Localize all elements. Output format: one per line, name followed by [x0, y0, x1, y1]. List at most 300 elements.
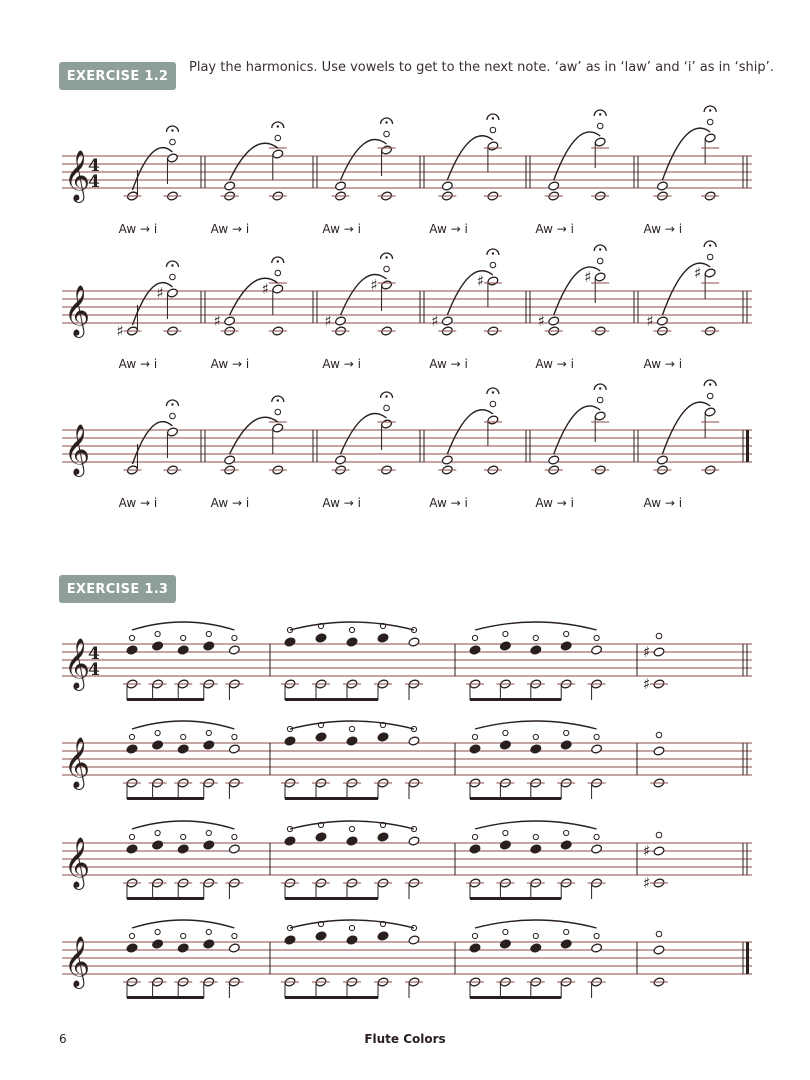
quarter-notehead — [469, 645, 481, 655]
quarter-notehead — [377, 931, 389, 941]
quarter-notehead — [177, 844, 189, 854]
quarter-notehead — [126, 943, 138, 953]
half-notehead — [167, 427, 179, 437]
lyric-arrow: → — [231, 222, 246, 236]
quarter-notehead — [530, 744, 542, 754]
lyric-arrow: → — [140, 357, 154, 371]
beam — [285, 797, 378, 800]
sharp-icon: ♯ — [370, 276, 378, 294]
harmonic-circle-icon — [181, 734, 186, 739]
sharp-icon: ♯ — [643, 874, 651, 892]
slur — [341, 414, 387, 455]
lyric-from: Aw — [210, 496, 232, 510]
treble-clef-icon: 𝄞 — [64, 837, 91, 888]
quarter-notehead — [203, 939, 215, 949]
harmonic-circle-icon — [564, 631, 569, 636]
quarter-notehead — [315, 832, 327, 842]
exercise-1-3-staff — [62, 920, 752, 999]
half-notehead — [591, 844, 603, 854]
lyric — [211, 496, 250, 510]
treble-clef-icon: 𝄞 — [64, 737, 91, 788]
lyric-to: i — [357, 357, 361, 371]
quarter-notehead — [530, 645, 542, 655]
quarter-notehead — [315, 732, 327, 742]
lyric-to: i — [570, 357, 574, 371]
half-notehead — [408, 637, 420, 647]
beam — [127, 897, 204, 900]
harmonic-circle-icon — [707, 119, 713, 125]
slur — [132, 721, 234, 729]
fermata-dot — [599, 387, 601, 389]
fermata-dot — [709, 244, 711, 246]
sharp-icon: ♯ — [643, 643, 651, 661]
harmonic-circle-icon — [533, 834, 538, 839]
harmonic-circle-icon — [170, 139, 176, 145]
lyric — [119, 222, 158, 236]
fermata-dot — [492, 391, 494, 393]
fermata-dot — [492, 252, 494, 254]
quarter-notehead — [377, 633, 389, 643]
half-notehead — [381, 280, 393, 290]
half-notehead — [408, 736, 420, 746]
harmonic-circle-icon — [206, 730, 211, 735]
quarter-notehead — [203, 641, 215, 651]
lyric-to: i — [245, 222, 250, 236]
sharp-icon: ♯ — [584, 268, 592, 286]
half-notehead — [381, 419, 393, 429]
slur — [132, 821, 234, 829]
harmonic-circle-icon — [232, 734, 237, 739]
slur — [341, 140, 387, 181]
quarter-notehead — [126, 645, 138, 655]
lyric-to: i — [153, 357, 158, 371]
treble-clef-icon: 𝄞 — [64, 936, 91, 987]
slur — [230, 417, 278, 454]
quarter-notehead — [499, 641, 511, 651]
lyric — [119, 496, 158, 510]
lyric-arrow: → — [231, 357, 246, 371]
slur — [132, 148, 172, 190]
lyric — [535, 357, 574, 371]
harmonic-circle-icon — [656, 633, 662, 639]
harmonic-circle-icon — [564, 830, 569, 835]
quarter-notehead — [284, 637, 296, 647]
slur — [475, 821, 597, 829]
half-notehead — [487, 141, 499, 151]
lyric — [211, 357, 250, 371]
quarter-notehead — [203, 740, 215, 750]
lyric-from: Aw — [429, 222, 451, 236]
harmonic-circle-icon — [206, 929, 211, 934]
slur — [132, 283, 172, 325]
beam — [470, 897, 561, 900]
half-notehead — [487, 276, 499, 286]
fermata-dot — [171, 264, 173, 266]
half-notehead — [167, 288, 179, 298]
lyric — [429, 357, 468, 371]
quarter-notehead — [152, 939, 164, 949]
quarter-notehead — [284, 935, 296, 945]
harmonic-circle-icon — [472, 933, 477, 938]
time-signature-top: 4 — [88, 644, 100, 664]
lyric-from: Aw — [643, 222, 665, 236]
slur — [132, 920, 234, 928]
fermata-dot — [385, 395, 387, 397]
exercise-1-3-staff — [62, 821, 752, 900]
beam — [470, 698, 561, 701]
fermata-dot — [277, 260, 279, 262]
half-notehead — [594, 411, 606, 421]
lyric — [119, 357, 158, 371]
sharp-icon: ♯ — [116, 322, 124, 340]
lyric-from: Aw — [643, 357, 665, 371]
slur — [132, 422, 172, 464]
lyric-arrow: → — [556, 496, 571, 510]
lyric-to: i — [678, 357, 683, 371]
lyric-to: i — [570, 222, 574, 236]
lyric-from: Aw — [429, 357, 451, 371]
slur — [447, 410, 493, 454]
lyric-from: Aw — [118, 222, 141, 236]
half-notehead — [335, 181, 347, 191]
harmonic-circle-icon — [129, 734, 134, 739]
quarter-notehead — [530, 844, 542, 854]
fermata-dot — [709, 383, 711, 385]
harmonic-circle-icon — [533, 734, 538, 739]
lyric-to: i — [464, 357, 468, 371]
lyric-from: Aw — [210, 357, 232, 371]
harmonic-circle-icon — [181, 933, 186, 938]
half-notehead — [228, 645, 240, 655]
half-notehead — [272, 284, 284, 294]
fermata-dot — [492, 117, 494, 119]
quarter-notehead — [560, 740, 572, 750]
quarter-notehead — [560, 641, 572, 651]
lyric-from: Aw — [535, 496, 557, 510]
harmonic-circle-icon — [155, 631, 160, 636]
quarter-notehead — [346, 935, 358, 945]
lyric-from: Aw — [535, 222, 557, 236]
quarter-notehead — [126, 844, 138, 854]
harmonic-circle-icon — [597, 258, 603, 264]
page-number: 6 — [59, 1032, 67, 1046]
half-notehead — [381, 145, 393, 155]
harmonic-circle-icon — [232, 933, 237, 938]
slur — [475, 721, 597, 729]
harmonic-circle-icon — [275, 409, 281, 415]
lyric-arrow: → — [343, 222, 358, 236]
half-notehead — [653, 647, 665, 657]
lyric-arrow: → — [343, 496, 358, 510]
exercise-1-2-staff — [62, 380, 752, 510]
harmonic-circle-icon — [472, 734, 477, 739]
slur — [475, 920, 597, 928]
lyric-to: i — [678, 496, 683, 510]
harmonic-circle-icon — [170, 274, 176, 280]
harmonic-circle-icon — [707, 393, 713, 399]
lyric-to: i — [245, 357, 250, 371]
half-notehead — [656, 181, 668, 191]
harmonic-circle-icon — [533, 933, 538, 938]
lyric-to: i — [678, 222, 683, 236]
harmonic-circle-icon — [594, 734, 599, 739]
harmonic-circle-icon — [564, 929, 569, 934]
slur — [290, 622, 414, 630]
quarter-notehead — [377, 732, 389, 742]
quarter-notehead — [530, 943, 542, 953]
harmonic-circle-icon — [503, 830, 508, 835]
quarter-notehead — [499, 840, 511, 850]
exercise-1-2-badge: EXERCISE 1.2 — [59, 62, 176, 90]
lyric-from: Aw — [322, 222, 344, 236]
beam — [285, 897, 378, 900]
quarter-notehead — [315, 931, 327, 941]
quarter-notehead — [346, 637, 358, 647]
slur — [447, 136, 493, 180]
half-notehead — [594, 137, 606, 147]
harmonic-circle-icon — [384, 131, 390, 137]
quarter-notehead — [469, 844, 481, 854]
harmonic-circle-icon — [155, 730, 160, 735]
fermata-dot — [171, 129, 173, 131]
treble-clef-icon: 𝄞 — [64, 285, 91, 336]
harmonic-circle-icon — [656, 931, 662, 937]
lyric-from: Aw — [429, 496, 451, 510]
slur — [447, 271, 493, 315]
exercise-1-2-instruction: Play the harmonics. Use vowels to get to the next note. ‘aw’ as in ‘law’ and ‘i’ as in ‘ship’. — [189, 60, 774, 75]
half-notehead — [408, 935, 420, 945]
lyric — [322, 222, 361, 236]
half-notehead — [591, 943, 603, 953]
half-notehead — [228, 844, 240, 854]
sharp-icon: ♯ — [476, 272, 485, 290]
time-signature-top: 4 — [88, 156, 100, 176]
harmonic-circle-icon — [384, 266, 390, 272]
lyric-arrow: → — [343, 357, 358, 371]
harmonic-circle-icon — [472, 635, 477, 640]
beam — [470, 996, 561, 999]
final-barline — [746, 942, 749, 974]
lyric-arrow: → — [140, 496, 154, 510]
fermata-dot — [599, 248, 601, 250]
time-signature-bottom: 4 — [88, 660, 100, 680]
half-notehead — [272, 423, 284, 433]
lyric — [322, 357, 361, 371]
lyric-arrow: → — [664, 496, 679, 510]
harmonic-circle-icon — [503, 631, 508, 636]
harmonic-circle-icon — [129, 834, 134, 839]
lyric-arrow: → — [450, 357, 465, 371]
beam — [285, 996, 378, 999]
half-notehead — [441, 181, 453, 191]
fermata-dot — [709, 109, 711, 111]
lyric — [429, 496, 468, 510]
harmonic-circle-icon — [206, 830, 211, 835]
harmonic-circle-icon — [707, 254, 713, 260]
half-notehead — [656, 455, 668, 465]
sharp-icon: ♯ — [537, 312, 546, 330]
half-notehead — [704, 407, 716, 417]
lyric-arrow: → — [664, 222, 679, 236]
half-notehead — [548, 316, 560, 326]
exercise-1-2-staff — [62, 241, 752, 371]
half-notehead — [704, 268, 716, 278]
quarter-notehead — [469, 943, 481, 953]
quarter-notehead — [499, 939, 511, 949]
harmonic-circle-icon — [349, 925, 354, 930]
slur — [290, 821, 414, 829]
exercise-1-3-badge: EXERCISE 1.3 — [59, 575, 176, 603]
slur — [475, 622, 597, 630]
sharp-icon: ♯ — [156, 284, 164, 302]
half-notehead — [272, 149, 284, 159]
quarter-notehead — [346, 836, 358, 846]
harmonic-circle-icon — [155, 929, 160, 934]
half-notehead — [441, 455, 453, 465]
half-notehead — [408, 836, 420, 846]
lyric-from: Aw — [118, 496, 141, 510]
harmonic-circle-icon — [597, 397, 603, 403]
half-notehead — [224, 316, 236, 326]
harmonic-circle-icon — [155, 830, 160, 835]
quarter-notehead — [560, 939, 572, 949]
lyric-from: Aw — [322, 357, 344, 371]
lyric-from: Aw — [643, 496, 665, 510]
book-title: Flute Colors — [364, 1032, 446, 1046]
lyric-to: i — [153, 496, 158, 510]
harmonic-circle-icon — [503, 929, 508, 934]
harmonic-circle-icon — [206, 631, 211, 636]
harmonic-circle-icon — [533, 635, 538, 640]
quarter-notehead — [177, 645, 189, 655]
lyric — [644, 357, 683, 371]
harmonic-circle-icon — [129, 635, 134, 640]
beam — [127, 996, 204, 999]
harmonic-circle-icon — [349, 627, 354, 632]
half-notehead — [591, 645, 603, 655]
half-notehead — [228, 744, 240, 754]
sharp-icon: ♯ — [643, 842, 651, 860]
harmonic-circle-icon — [472, 834, 477, 839]
lyric-arrow: → — [140, 222, 154, 236]
lyric-arrow: → — [231, 496, 246, 510]
slur — [290, 920, 414, 928]
harmonic-circle-icon — [656, 732, 662, 738]
harmonic-circle-icon — [232, 834, 237, 839]
half-notehead — [704, 133, 716, 143]
harmonic-circle-icon — [170, 413, 176, 419]
slur — [230, 143, 278, 180]
lyric-from: Aw — [118, 357, 141, 371]
half-notehead — [228, 943, 240, 953]
quarter-notehead — [315, 633, 327, 643]
lyric-to: i — [245, 496, 250, 510]
half-notehead — [653, 846, 665, 856]
lyric — [211, 222, 250, 236]
slur — [290, 721, 414, 729]
lyric-to: i — [357, 496, 361, 510]
half-notehead — [224, 181, 236, 191]
treble-clef-icon: 𝄞 — [64, 638, 91, 689]
quarter-notehead — [377, 832, 389, 842]
lyric — [644, 222, 683, 236]
harmonic-circle-icon — [275, 135, 281, 141]
half-notehead — [335, 455, 347, 465]
lyric-arrow: → — [556, 222, 571, 236]
harmonic-circle-icon — [490, 127, 496, 133]
lyric-from: Aw — [322, 496, 344, 510]
treble-clef-icon: 𝄞 — [64, 150, 91, 201]
quarter-notehead — [469, 744, 481, 754]
lyric — [535, 496, 574, 510]
half-notehead — [548, 455, 560, 465]
lyric-to: i — [464, 496, 468, 510]
beam — [127, 797, 204, 800]
sharp-icon: ♯ — [324, 312, 332, 330]
lyric-arrow: → — [664, 357, 679, 371]
harmonic-circle-icon — [181, 635, 186, 640]
harmonic-circle-icon — [275, 270, 281, 276]
slur — [341, 275, 387, 316]
harmonic-circle-icon — [384, 405, 390, 411]
lyric-to: i — [153, 222, 158, 236]
harmonic-circle-icon — [594, 635, 599, 640]
harmonic-circle-icon — [597, 123, 603, 129]
quarter-notehead — [152, 740, 164, 750]
quarter-notehead — [152, 641, 164, 651]
half-notehead — [548, 181, 560, 191]
quarter-notehead — [152, 840, 164, 850]
beam — [470, 797, 561, 800]
harmonic-circle-icon — [490, 401, 496, 407]
lyric-arrow: → — [556, 357, 571, 371]
half-notehead — [224, 455, 236, 465]
time-signature-bottom: 4 — [88, 172, 100, 192]
half-notehead — [335, 316, 347, 326]
half-notehead — [653, 945, 665, 955]
quarter-notehead — [177, 744, 189, 754]
sharp-icon: ♯ — [694, 264, 702, 282]
harmonic-circle-icon — [349, 726, 354, 731]
treble-clef-icon: 𝄞 — [64, 424, 91, 475]
fermata-dot — [277, 399, 279, 401]
quarter-notehead — [284, 736, 296, 746]
exercise-1-3-staff — [62, 622, 752, 701]
sharp-icon: ♯ — [643, 675, 651, 693]
half-notehead — [656, 316, 668, 326]
quarter-notehead — [560, 840, 572, 850]
exercise-1-2-staff — [62, 106, 752, 236]
harmonic-circle-icon — [656, 832, 662, 838]
harmonic-circle-icon — [594, 834, 599, 839]
quarter-notehead — [346, 736, 358, 746]
quarter-notehead — [284, 836, 296, 846]
lyric-arrow: → — [450, 496, 465, 510]
lyric — [429, 222, 468, 236]
slur — [230, 278, 278, 315]
lyric — [644, 496, 683, 510]
harmonic-circle-icon — [232, 635, 237, 640]
lyric-from: Aw — [210, 222, 232, 236]
lyric-arrow: → — [450, 222, 465, 236]
quarter-notehead — [203, 840, 215, 850]
sharp-icon: ♯ — [646, 312, 654, 330]
lyric-to: i — [464, 222, 468, 236]
fermata-dot — [171, 403, 173, 405]
half-notehead — [653, 746, 665, 756]
exercise-1-3-staff — [62, 721, 752, 800]
fermata-dot — [385, 256, 387, 258]
